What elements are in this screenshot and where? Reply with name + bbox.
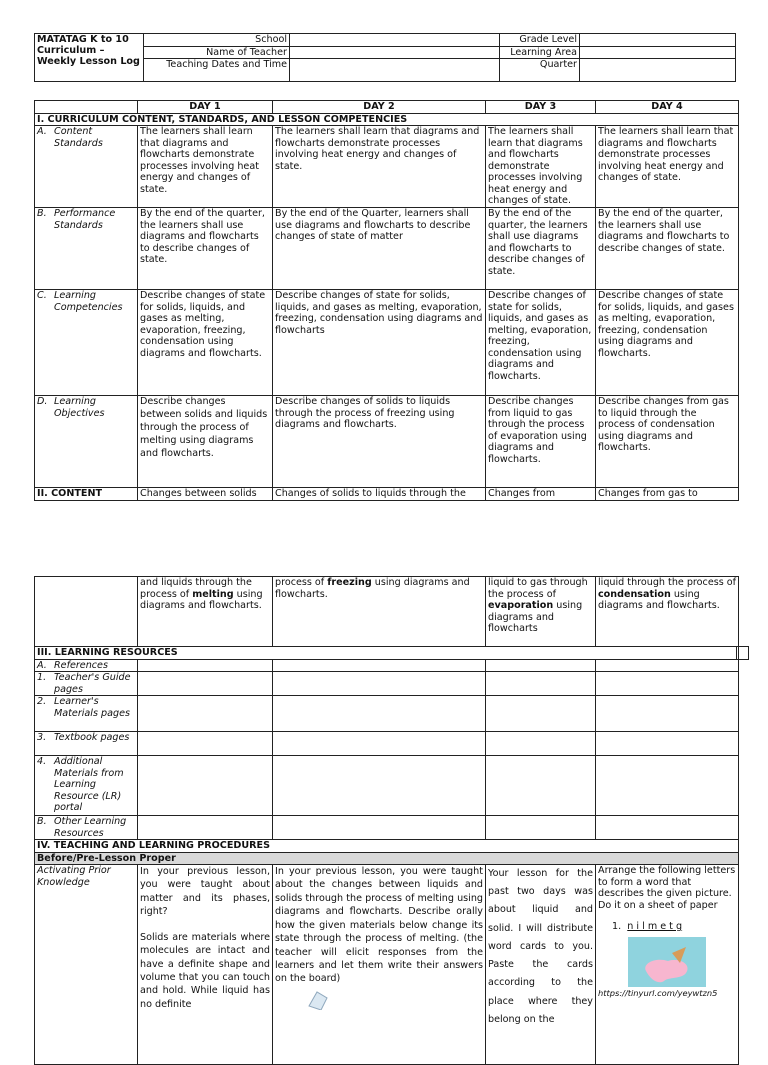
day-3-header: DAY 3 bbox=[486, 101, 596, 114]
log-title: MATATAG K to 10 Curriculum – Weekly Lesson Log bbox=[35, 34, 144, 82]
resource-references-label: A. References bbox=[35, 659, 138, 672]
dates-label: Teaching Dates and Time bbox=[144, 59, 290, 82]
lesson-table-part1 bbox=[34, 100, 739, 501]
before-lesson-heading: Before/Pre-Lesson Proper bbox=[35, 852, 739, 865]
day-2-header: DAY 2 bbox=[273, 101, 486, 114]
objectives-day2: Describe changes of solids to liquids through the process of freezing using diagrams and flowcharts. bbox=[273, 396, 486, 488]
content-standards-day1: The learners shall learn that diagrams and flowcharts demonstrate processes involving heat energy and changes of state. bbox=[138, 126, 273, 208]
competencies-day4: Describe changes of state for solids, liquids, and gases as melting, evaporation, freezing, condensation using diagrams and flowcharts. bbox=[596, 290, 739, 396]
objectives-day1: Describe changes between solids and liquids through the process of melting using diagrams and flowcharts. bbox=[138, 396, 273, 488]
objectives-label: D. Learning Objectives bbox=[35, 396, 138, 488]
content-day4: Changes from gas to bbox=[596, 488, 739, 501]
prior-knowledge-day3: Your lesson for the past two days was about liquid and solid. I will distribute word cards to you. Paste the cards according to the place where they belong on the bbox=[486, 865, 596, 1065]
performance-standards-day2: By the end of the Quarter, learners shall use diagrams and flowcharts to describe changes of state of matter bbox=[273, 208, 486, 290]
learning-area-field[interactable] bbox=[580, 46, 736, 59]
resource-teachers-guide-label: 1. Teacher's Guide pages bbox=[35, 672, 138, 696]
content-cont-day2: process of freezing using diagrams and flowcharts. bbox=[273, 577, 486, 647]
day-4-header: DAY 4 bbox=[596, 101, 739, 114]
learning-area-label: Learning Area bbox=[500, 46, 580, 59]
content-standards-day4: The learners shall learn that diagrams and flowcharts demonstrate processes involving heat energy and changes of state. bbox=[596, 126, 739, 208]
prior-knowledge-day4: Arrange the following letters to form a word that describes the given picture. Do it on a sheet of paper 1. n i l m e t g https://tinyurl.com/yeywtzn5 bbox=[596, 865, 739, 1065]
prior-knowledge-label: Activating Prior Knowledge bbox=[35, 865, 138, 1065]
header-table bbox=[34, 33, 736, 82]
grade-level-field[interactable] bbox=[580, 34, 736, 47]
image-source-url[interactable]: https://tinyurl.com/yeywtzn5 bbox=[598, 987, 718, 998]
content-cont-day4: liquid through the process of condensation using diagrams and flowcharts. bbox=[596, 577, 739, 647]
school-field[interactable] bbox=[290, 34, 500, 47]
content-cont-day3: liquid to gas through the process of evaporation using diagrams and flowcharts bbox=[486, 577, 596, 647]
content-day2: Changes of solids to liquids through the bbox=[273, 488, 486, 501]
teacher-label: Name of Teacher bbox=[144, 46, 290, 59]
dates-field[interactable] bbox=[290, 59, 500, 82]
resource-learners-materials-label: 2. Learner's Materials pages bbox=[35, 696, 138, 732]
prior-knowledge-day2: In your previous lesson, you were taught about the changes between liquids and solids through the process of melting using diagrams and flowcharts. Describe orally how the given materials below change its state through the process of melting. (the teacher will elicit responses from the learners and let them write their answers on the board) bbox=[273, 865, 486, 1065]
grade-level-label: Grade Level bbox=[500, 34, 580, 47]
section-resources-heading: III. LEARNING RESOURCES bbox=[35, 647, 739, 660]
ice-cube-image bbox=[303, 990, 333, 1010]
lesson-table-part2 bbox=[34, 576, 739, 1065]
competencies-day3: Describe changes of state for solids, liquids, and gases as melting, evaporation, freezing, condensation using diagrams and flowcharts. bbox=[486, 290, 596, 396]
resource-other-label: B. Other Learning Resources bbox=[35, 816, 138, 840]
content-cont-day1: and liquids through the process of melting using diagrams and flowcharts. bbox=[138, 577, 273, 647]
school-label: School bbox=[144, 34, 290, 47]
content-label: II. CONTENT bbox=[35, 488, 138, 501]
performance-standards-day4: By the end of the quarter, the learners shall use diagrams and flowcharts to describe changes of state. bbox=[596, 208, 739, 290]
teacher-field[interactable] bbox=[290, 46, 500, 59]
competencies-day1: Describe changes of state for solids, liquids, and gases as melting, evaporation, freezing, condensation using diagrams and flowcharts. bbox=[138, 290, 273, 396]
content-day1: Changes between solids bbox=[138, 488, 273, 501]
content-day3: Changes from bbox=[486, 488, 596, 501]
resource-textbook-label: 3. Textbook pages bbox=[35, 732, 138, 756]
resource-lr-portal-label: 4. Additional Materials from Learning Resource (LR) portal bbox=[35, 756, 138, 816]
quarter-field[interactable] bbox=[580, 59, 736, 82]
competencies-label: C. Learning Competencies bbox=[35, 290, 138, 396]
content-standards-day2: The learners shall learn that diagrams and flowcharts demonstrate processes involving heat energy and changes of state. bbox=[273, 126, 486, 208]
quarter-label: Quarter bbox=[500, 59, 580, 82]
objectives-day3: Describe changes from liquid to gas through the process of evaporation using diagrams and flowcharts. bbox=[486, 396, 596, 488]
scrambled-word: 1. n i l m e t g bbox=[612, 921, 683, 932]
day-1-header: DAY 1 bbox=[138, 101, 273, 114]
prior-knowledge-day1: In your previous lesson, you were taught about matter and its phases, right? Solids are materials where molecules are intact and have a definite shape and volume that you can touch and hold. While liquid has no definite bbox=[138, 865, 273, 1065]
competencies-day2: Describe changes of state for solids, liquids, and gases as melting, evaporation, freezing, condensation using diagrams and flowcharts bbox=[273, 290, 486, 396]
content-standards-day3: The learners shall learn that diagrams and flowcharts demonstrate processes involving heat energy and changes of state. bbox=[486, 126, 596, 208]
section-procedures-heading: IV. TEACHING AND LEARNING PROCEDURES bbox=[35, 840, 739, 853]
performance-standards-day3: By the end of the quarter, the learners shall use diagrams and flowcharts to describe changes of state. bbox=[486, 208, 596, 290]
resources-heading-overflow-box bbox=[736, 646, 749, 660]
section-curriculum-heading: I. CURRICULUM CONTENT, STANDARDS, AND LESSON COMPETENCIES bbox=[35, 113, 739, 126]
melting-ice-cream-image bbox=[628, 937, 706, 987]
content-standards-label: A. Content Standards bbox=[35, 126, 138, 208]
performance-standards-label: B. Performance Standards bbox=[35, 208, 138, 290]
performance-standards-day1: By the end of the quarter, the learners shall use diagrams and flowcharts to describe changes of state. bbox=[138, 208, 273, 290]
objectives-day4: Describe changes from gas to liquid through the process of condensation using diagrams and flowcharts. bbox=[596, 396, 739, 488]
